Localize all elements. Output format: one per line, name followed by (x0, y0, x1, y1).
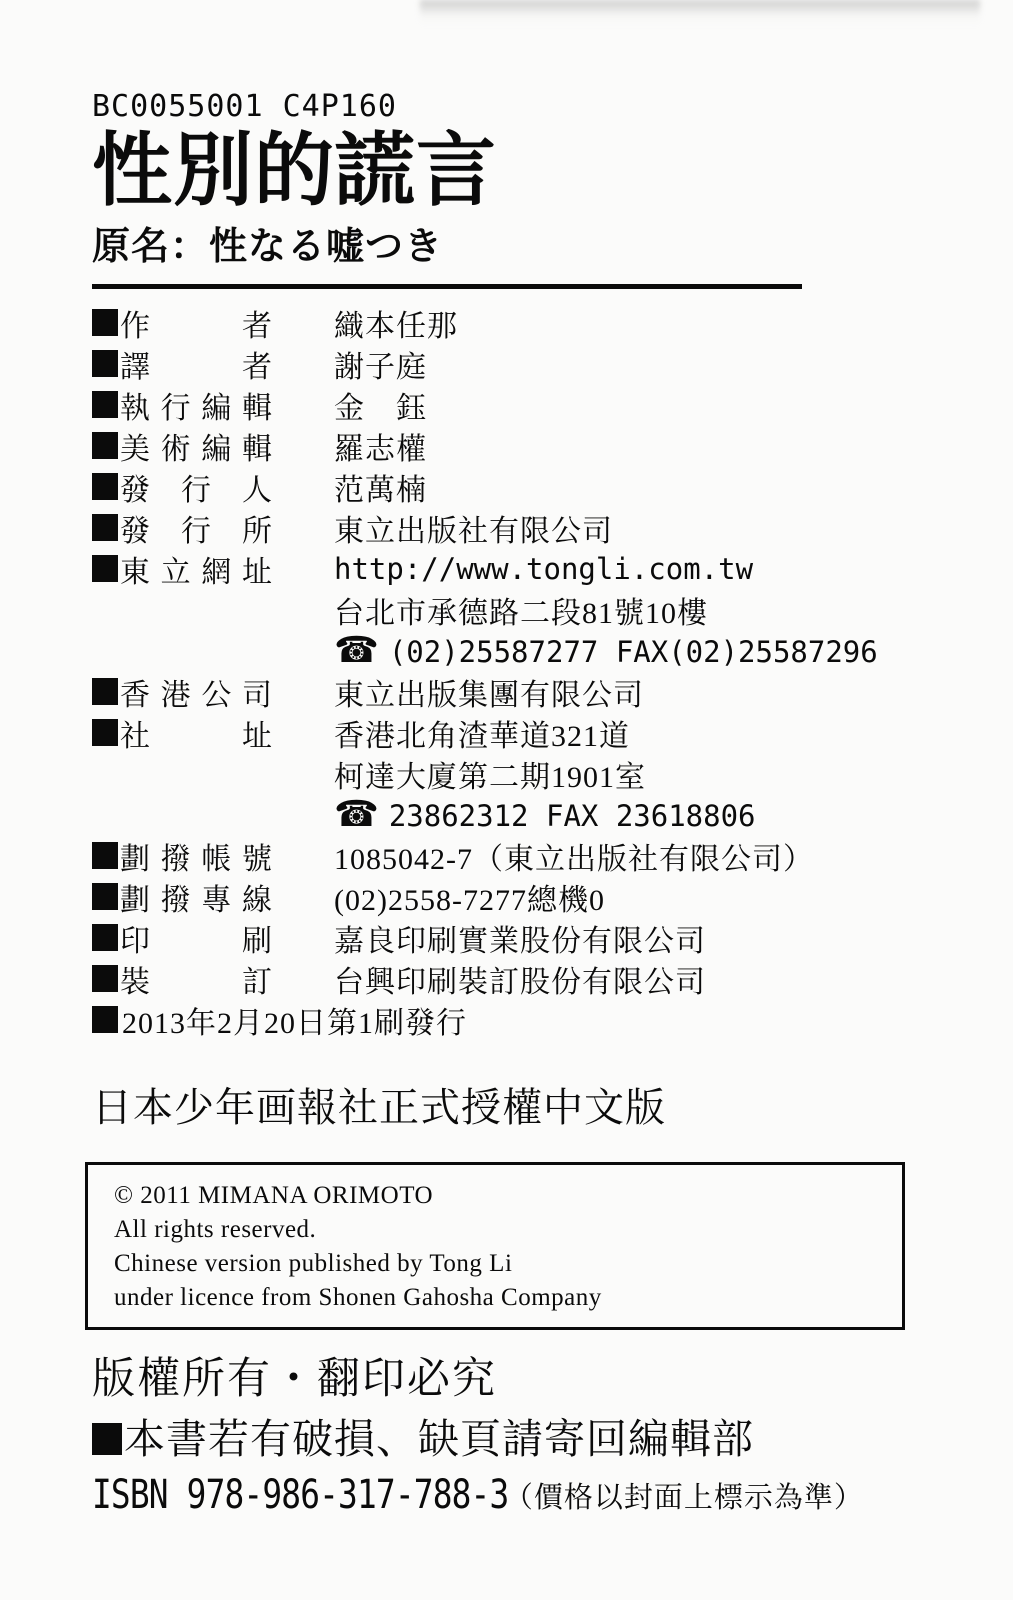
phone-icon: ☎ (334, 630, 379, 671)
license-statement: 日本少年画報社正式授權中文版 (92, 1085, 666, 1130)
credit-label: 印刷 (120, 924, 272, 958)
phone-icon: ☎ (334, 794, 379, 835)
credit-label: 裝訂 (120, 965, 272, 999)
print-date: 2013年2月20日第1刷發行 (122, 1006, 467, 1040)
credit-value: 東立出版社有限公司 (334, 514, 613, 548)
phone-numbers: (02)25587277 FAX(02)25587296 (388, 635, 878, 669)
copyright-box (85, 1162, 905, 1330)
original-title: 原名：性なる嘘つき (92, 226, 444, 268)
credit-row-hk-address2 (92, 753, 1013, 794)
credit-label: 發行所 (120, 514, 272, 548)
credit-value: 香港北角渣華道321道 (334, 719, 630, 753)
bullet-square-icon (92, 965, 118, 992)
credit-row-author (92, 302, 1013, 343)
credit-row-publisher-person (92, 466, 1013, 507)
bullet-square-icon (92, 555, 118, 582)
credit-value: 東立出版集團有限公司 (334, 678, 644, 712)
credit-label: 社址 (120, 719, 272, 753)
credit-label: 執行編輯 (120, 391, 272, 425)
credit-row-postal-account (92, 835, 1013, 876)
credit-row-art-editor (92, 425, 1013, 466)
credit-row-translator (92, 343, 1013, 384)
credit-value: 謝子庭 (334, 350, 427, 384)
price-note: （價格以封面上標示為準） (503, 1481, 864, 1514)
credit-label: 作者 (120, 309, 272, 343)
copyright-line-2: All rights reserved. (114, 1216, 317, 1243)
credit-label: 發行人 (120, 473, 272, 507)
credit-value: 1085042-7（東立出版社有限公司） (334, 842, 814, 876)
phone-line (334, 630, 878, 671)
credit-row-printer (92, 917, 1013, 958)
credit-label: 美術編輯 (120, 432, 272, 466)
credit-row-postal-hotline (92, 876, 1013, 917)
credit-label: 劃撥帳號 (120, 842, 272, 876)
address-text: 台北市承德路二段81號10樓 (334, 596, 708, 630)
bullet-square-icon (92, 350, 118, 377)
credit-row-publishing-house (92, 507, 1013, 548)
credit-row-print-date (92, 999, 1013, 1040)
credit-value: 金 鈺 (334, 391, 427, 425)
rights-reserved-statement: 版權所有・翻印必究 (92, 1356, 497, 1403)
credit-label: 香港公司 (120, 678, 272, 712)
isbn-line (92, 1472, 1013, 1518)
address-text: 柯達大廈第二期1901室 (334, 760, 646, 794)
copyright-line-1: © 2011 MIMANA ORIMOTO (114, 1182, 434, 1209)
credit-label: 劃撥專線 (120, 883, 272, 917)
credit-value: 台興印刷裝訂股份有限公司 (334, 965, 706, 999)
website-url: http://www.tongli.com.tw (334, 551, 754, 586)
credit-row-hk-company (92, 671, 1013, 712)
credit-row-taipei-phone (92, 630, 1013, 671)
credit-row-executive-editor (92, 384, 1013, 425)
credit-row-binding (92, 958, 1013, 999)
damage-return-notice (92, 1414, 1013, 1464)
credit-value: 織本任那 (334, 309, 458, 343)
credit-row-hk-address (92, 712, 1013, 753)
phone-line (334, 794, 756, 835)
bullet-square-icon (92, 842, 118, 869)
divider-rule (92, 284, 802, 289)
book-title: 性別的謊言 (92, 128, 497, 216)
bullet-square-icon (92, 391, 118, 418)
bullet-square-icon (92, 432, 118, 459)
bullet-square-icon (92, 719, 118, 746)
bullet-square-icon (92, 309, 118, 336)
isbn-number: ISBN 978-986-317-788-3 (92, 1472, 509, 1518)
credit-row-taipei-address (92, 589, 1013, 630)
credit-label: 東立網址 (120, 555, 272, 589)
damage-notice-text: 本書若有破損、缺頁請寄回編輯部 (124, 1416, 754, 1462)
credit-row-website (92, 548, 1013, 589)
copyright-line-4: under licence from Shonen Gahosha Company (114, 1284, 602, 1311)
bullet-square-icon (92, 678, 118, 705)
book-code: BC0055001 C4P160 (92, 89, 397, 124)
phone-numbers: 23862312 FAX 23618806 (388, 799, 756, 833)
credits-list (92, 302, 1013, 1040)
credit-value: 嘉良印刷實業股份有限公司 (334, 924, 706, 958)
bullet-square-icon (92, 1006, 118, 1033)
bullet-square-icon (92, 473, 118, 500)
bullet-square-icon (92, 1423, 122, 1455)
credit-value: (02)2558-7277總機0 (334, 883, 605, 917)
copyright-line-3: Chinese version published by Tong Li (114, 1250, 513, 1277)
credit-value: 羅志權 (334, 432, 427, 466)
bullet-square-icon (92, 924, 118, 951)
bullet-square-icon (92, 514, 118, 541)
credit-row-hk-phone (92, 794, 1013, 835)
bullet-square-icon (92, 883, 118, 910)
credit-label: 譯者 (120, 350, 272, 384)
credit-value: 范萬楠 (334, 473, 427, 507)
